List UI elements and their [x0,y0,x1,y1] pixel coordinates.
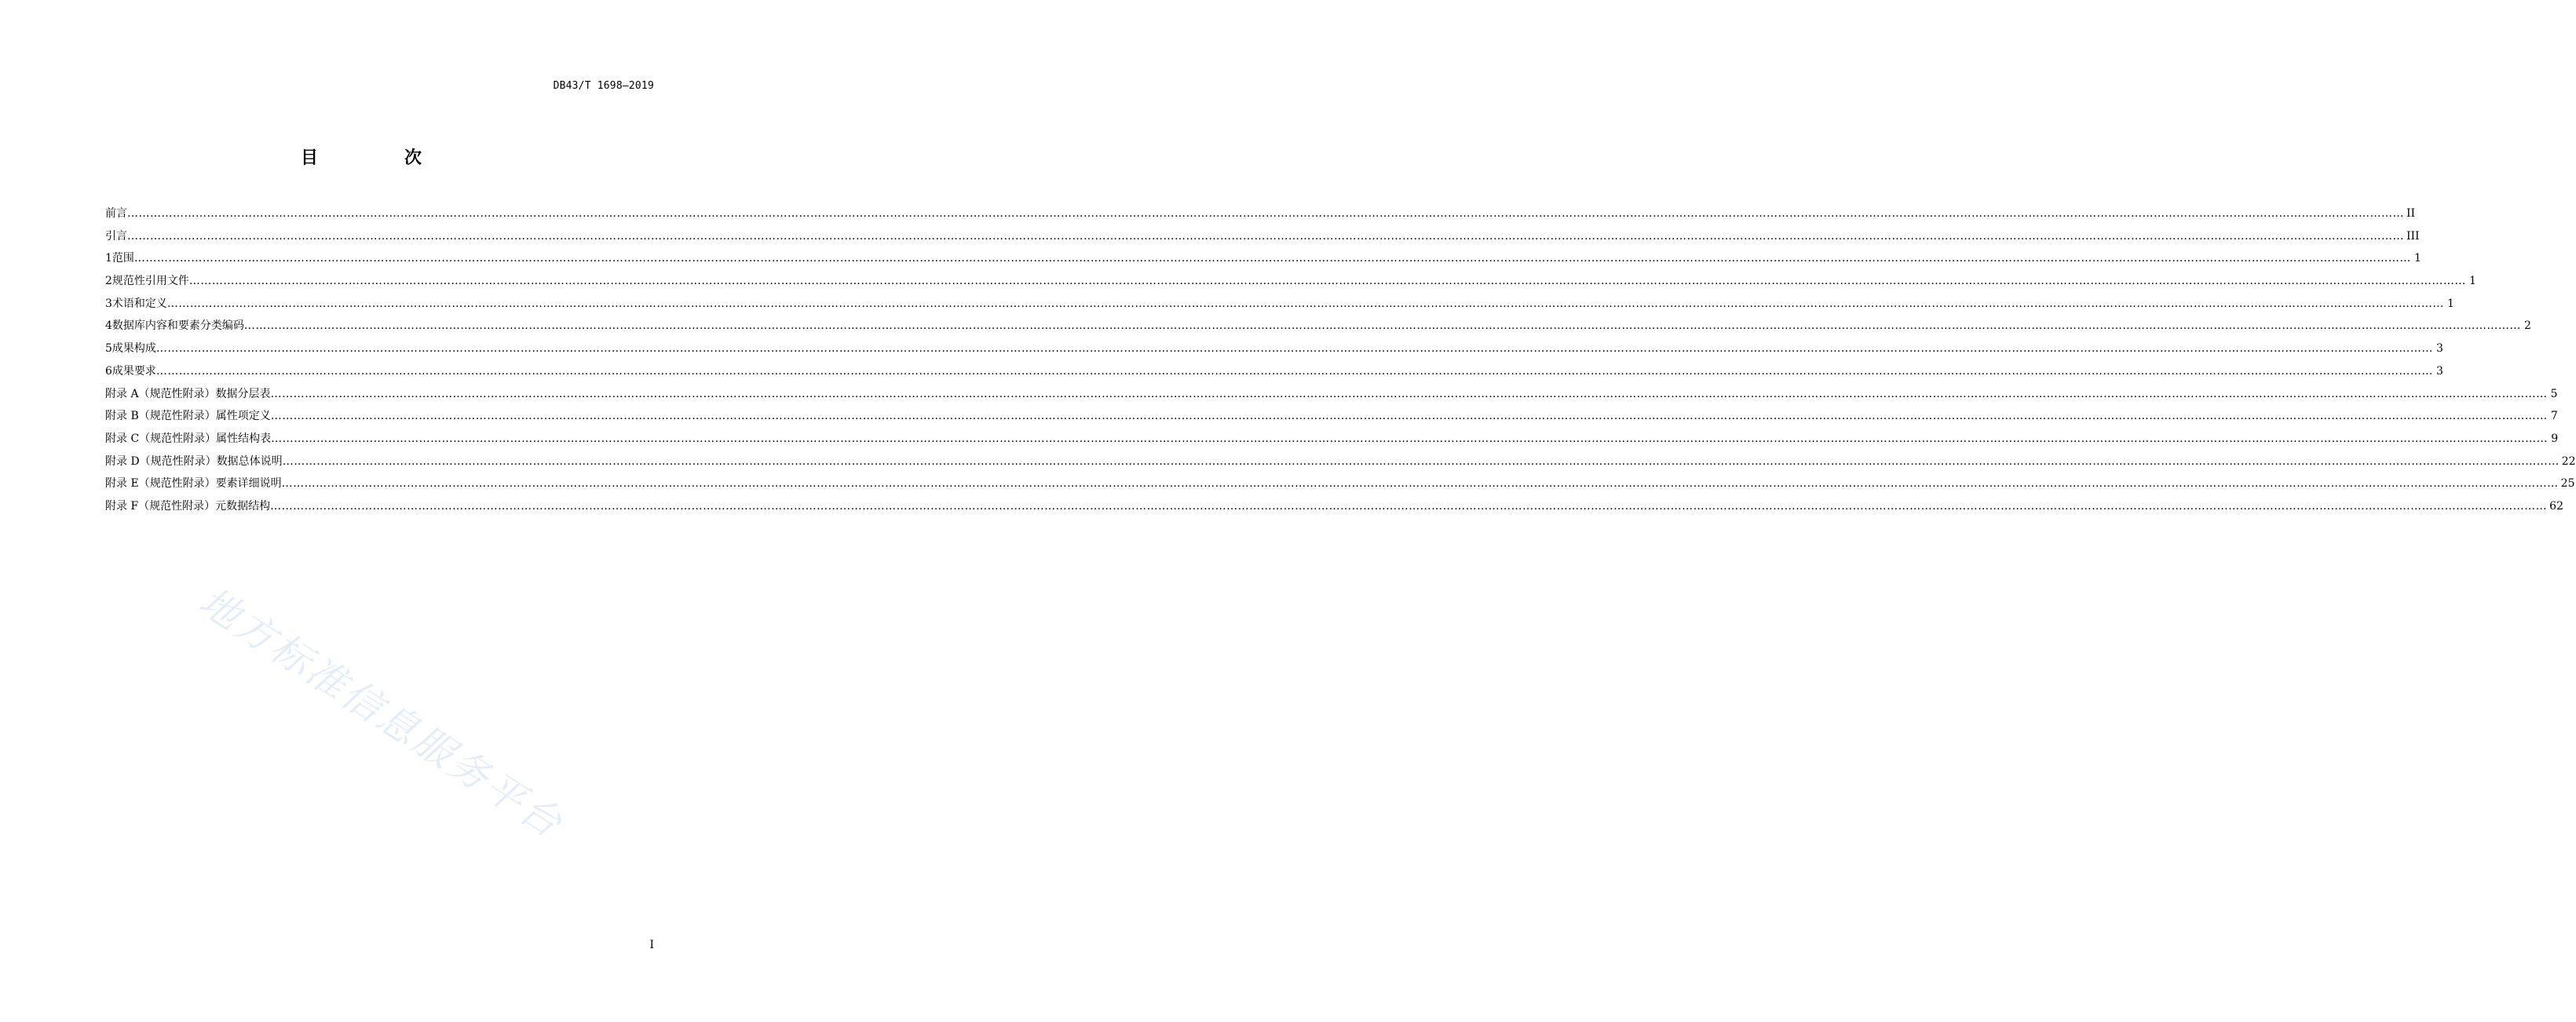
toc-entry[interactable] [105,475,2575,498]
toc-entry-page: 7 [2550,410,2558,423]
toc-entry-label: 前言 [105,207,127,220]
toc-entry[interactable] [105,250,2421,272]
toc-dot-leader: …………………………………………………………………………………………………………………………………………………………………………………………………………………………………………………………………………………………………………………………………………………………………………………………………………………………………………………………………………………………………………………………………………………… [282,454,2560,468]
toc-dot-leader: …………………………………………………………………………………………………………………………………………………………………………………………………………………………………………………………………………………………………………………………………………………………………………………………………………………………………………………………………………………………………………………………………………………… [133,252,2411,265]
toc-dot-leader: …………………………………………………………………………………………………………………………………………………………………………………………………………………………………………………………………………………………………………………………………………………………………………………………………………………………………………………………………………………………………………………………………………………… [271,432,2549,445]
toc-entry-label: 要素详细说明 [215,477,282,491]
toc-entry-number: 4 [105,319,112,333]
standard-code: DB43/T 1698—2019 [553,80,654,92]
toc-entry-label: 引言 [105,229,127,243]
toc-entry[interactable] [105,205,2416,228]
toc-title: 目 次 [300,148,456,168]
toc-entry-page: II [2406,207,2416,220]
toc-entry-label: 属性结构表 [216,432,272,445]
toc-entry-appendix: 附录 E（规范性附录） [105,477,216,491]
toc-entry-page: 25 [2560,477,2575,491]
toc-entry-label: 规范性引用文件 [111,275,189,288]
toc-entry-number: 2 [105,275,112,288]
toc-entry-page: 1 [2414,252,2421,265]
toc-entry[interactable] [105,295,2454,318]
toc-entry-page: 1 [2469,275,2476,288]
toc-entry-page: 9 [2551,432,2559,445]
toc-entry-label: 术语和定义 [111,297,167,310]
toc-entry-number: 3 [105,297,112,310]
toc-dot-leader: …………………………………………………………………………………………………………………………………………………………………………………………………………………………………………………………………………………………………………………………………………………………………………………………………………………………………………………………………………………………………………………………………………………… [155,342,2433,356]
toc-entry-appendix: 附录 C（规范性附录） [105,432,217,445]
toc-dot-leader: …………………………………………………………………………………………………………………………………………………………………………………………………………………………………………………………………………………………………………………………………………………………………………………………………………………………………………………………………………………………………………………………………………………… [281,477,2559,491]
toc-entry-page: 3 [2436,364,2443,378]
toc-dot-leader: …………………………………………………………………………………………………………………………………………………………………………………………………………………………………………………………………………………………………………………………………………………………………………………………………………………………………………………………………………………………………………………………………………………… [270,387,2548,400]
toc-entry-page: III [2406,229,2420,243]
toc-entry-label: 成果要求 [111,364,156,378]
toc-entry-page: 3 [2436,342,2443,356]
watermark: 地方标准信息服务平台 [191,578,572,848]
toc-entry-page: 62 [2549,499,2563,513]
toc-dot-leader: …………………………………………………………………………………………………………………………………………………………………………………………………………………………………………………………………………………………………………………………………………………………………………………………………………………………………………………………………………………………………………………………………………………… [270,499,2548,513]
toc-dot-leader: …………………………………………………………………………………………………………………………………………………………………………………………………………………………………………………………………………………………………………………………………………………………………………………………………………………………………………………………………………………………………………………………………………………… [155,364,2433,378]
toc-entry[interactable] [105,498,2563,520]
toc-entry[interactable] [105,340,2443,363]
toc-entry[interactable] [105,407,2558,430]
toc-dot-leader: …………………………………………………………………………………………………………………………………………………………………………………………………………………………………………………………………………………………………………………………………………………………………………………………………………………………………………………………………………………………………………………………………………………… [166,297,2444,310]
toc-entry-page: 2 [2524,319,2531,333]
toc-entry-number: 1 [105,252,112,265]
page-number: I [649,939,654,951]
toc-dot-leader: …………………………………………………………………………………………………………………………………………………………………………………………………………………………………………………………………………………………………………………………………………………………………………………………………………………………………………………………………………………………………………………………………………………… [188,275,2466,288]
toc-dot-leader: …………………………………………………………………………………………………………………………………………………………………………………………………………………………………………………………………………………………………………………………………………………………………………………………………………………………………………………………………………………………………………………………………………………… [127,207,2404,220]
toc-entry[interactable] [105,272,2476,295]
toc-dot-leader: …………………………………………………………………………………………………………………………………………………………………………………………………………………………………………………………………………………………………………………………………………………………………………………………………………………………………………………………………………………………………………………………………………………… [270,410,2548,423]
toc-entry-number: 5 [105,342,112,356]
toc-entry[interactable] [105,228,2420,250]
toc-entry-label: 数据总体说明 [216,454,283,468]
toc-entry-page: 5 [2550,387,2558,400]
toc-entry-label: 范围 [111,252,134,265]
toc-entry-label: 成果构成 [111,342,156,356]
toc-entry-label: 属性项定义 [215,410,271,423]
toc-entry-appendix: 附录 F（规范性附录） [105,499,216,513]
toc-entry-label: 元数据结构 [215,499,271,513]
toc-entry[interactable] [105,363,2443,385]
toc-entry-page: 1 [2447,297,2454,310]
toc-entry[interactable] [105,453,2576,476]
toc-entry[interactable] [105,385,2558,408]
toc-dot-leader: …………………………………………………………………………………………………………………………………………………………………………………………………………………………………………………………………………………………………………………………………………………………………………………………………………………………………………………………………………………………………………………………………………………… [243,319,2521,333]
toc-entry[interactable] [105,317,2531,340]
toc-dot-leader: …………………………………………………………………………………………………………………………………………………………………………………………………………………………………………………………………………………………………………………………………………………………………………………………………………………………………………………………………………………………………………………………………………………… [127,229,2404,243]
toc-entry-appendix: 附录 B（规范性附录） [105,410,216,423]
toc-entry-appendix: 附录 D（规范性附录） [105,454,217,468]
toc-entry-label: 数据分层表 [215,387,271,400]
toc-entry-appendix: 附录 A（规范性附录） [105,387,216,400]
toc-entry-page: 22 [2561,454,2576,468]
toc-entry-number: 6 [105,364,112,378]
table-of-contents [105,205,2576,520]
toc-entry-label: 数据库内容和要素分类编码 [111,319,244,333]
toc-entry[interactable] [105,430,2559,453]
